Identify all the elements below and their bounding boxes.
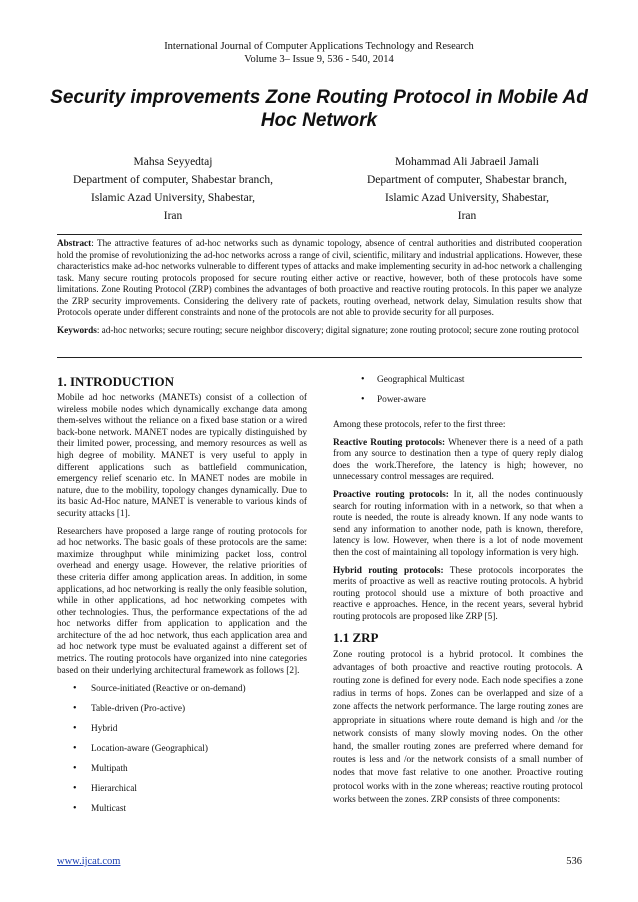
author-country: Iran: [163, 210, 183, 222]
author-department: Department of computer, Shabestar branch,: [72, 174, 274, 186]
author-university: Islamic Azad University, Shabestar,: [91, 192, 255, 204]
left-column: [57, 374, 307, 829]
right-column: [333, 374, 583, 813]
keywords-label: Keywords: [57, 325, 97, 335]
list-item: • Location-aware (Geographical): [57, 743, 307, 763]
abstract: [57, 238, 582, 319]
author-name: Mohammad Ali Jabraeil Jamali: [394, 156, 540, 168]
keywords-text: : ad-hoc networks; secure routing; secure neighbor discovery; digital signature; zone routing protocol; secure zone routing protocol: [96, 325, 580, 335]
protocol-category-list: [57, 683, 307, 823]
paragraph-proactive: [333, 490, 583, 560]
author-country: Iran: [457, 210, 477, 222]
author-university: Islamic Azad University, Shabestar,: [385, 192, 549, 204]
abstract-label: Abstract: [57, 238, 92, 248]
author-block-1: [48, 153, 298, 225]
journal-website-link[interactable]: www.ijcat.com: [57, 856, 121, 867]
author-department: Department of computer, Shabestar branch,: [366, 174, 568, 186]
list-item: • Source-initiated (Reactive or on-demand): [57, 683, 307, 703]
list-item: • Hierarchical: [57, 783, 307, 803]
journal-name: International Journal of Computer Applications Technology and Research: [164, 41, 474, 52]
page-number: 536: [566, 856, 582, 867]
list-item: • Hybrid: [57, 723, 307, 743]
journal-header: [0, 40, 638, 66]
abstract-top-rule: [57, 234, 582, 235]
author-block-2: [342, 153, 592, 225]
keywords-bottom-rule: [57, 357, 582, 358]
hybrid-label: Hybrid routing protocols:: [333, 565, 444, 576]
list-item: • Power-aware: [333, 394, 583, 414]
abstract-text: : The attractive features of ad-hoc networks such as dynamic topology, absence of central authorities and distributed cooperation hold the promise of revolutionizing the ad-hoc networks across a range of civil, scientific, military and industrial applications. However, these characteristics make ad-hoc networks vulnerable to different types of attacks and make implementing security in ad-hoc network a challenging task. Many secure routing protocols proposed for secure routing either active or reactive, however, both of these protocols have some limitations. Zone Routing Protocol (ZRP) combines the advantages of both proactive and reactive routing protocols. In this paper we analyze the ZRP security improvements. Considering the delivery rate of packets, routing overhead, network delay, Simulation results show that Protocols operate under different constraints and none of the protocols are not able to provide security for all purposes.: [57, 238, 582, 317]
subsection-heading-zrp: 1.1 ZRP: [333, 629, 379, 645]
list-item: • Multicast: [57, 803, 307, 823]
keywords: [57, 325, 582, 337]
paper-title: Security improvements Zone Routing Protocol in Mobile Ad Hoc Network: [50, 87, 588, 131]
paragraph: Mobile ad hoc networks (MANETs) consist of a collection of wireless mobile nodes which dynamically exchange data among them-selves without the reliance on a fixed base station or a wired back-bone network. MANET nodes are typically distinguished by their limited power, processing, and memory resources as well as high degree of mobility. MANET is very useful to apply in different applications such as battlefield communication, emergency relief scenario etc. In MANET nodes are mobile in nature, due to the mobility, topology changes dynamically. Due to its basic Ad-Hoc nature, MANET is venerable to various kinds of security attacks [1].: [57, 393, 307, 519]
section-heading-introduction: 1. INTRODUCTION: [57, 374, 175, 389]
paragraph-hybrid: [333, 566, 583, 624]
proactive-text: In it, all the nodes continuously search for routing information with in a network, so that when a route is needed, the route is already known. If any node wants to send any information to another node, path is known, therefore, latency is low. However, when there is a lot of node movement then the cost of maintaining all topology information is very high.: [333, 489, 583, 558]
paragraph-zrp: Zone routing protocol is a hybrid protocol. It combines the advantages of both proactive and reactive routing protocols. A routing zone is defined for every node. Each node specifies a zone radius in terms of hops. Zones can be overlapped and size of a zone affects the network performance. The large routing zones are appropriate in situations where route demand is high and /or the network consists of many slowly moving nodes. On the other hand, the smaller routing zones are preferred where demand for routes is less and /or the network consists of a small number of nodes that move fast relative to one another. Proactive routing protocol works with in the zone whereas; reactive routing protocol works between the zones. ZRP consists of three components:: [333, 649, 583, 805]
proactive-label: Proactive routing protocols:: [333, 489, 449, 500]
reactive-text: Whenever there is a need of a path from any source to destination then a type of query reply dialog does the work.Therefore, the latency is high; however, no unnecessary control messages are required.: [333, 437, 583, 483]
paragraph: Among these protocols, refer to the first three:: [333, 420, 506, 430]
paragraph: Researchers have proposed a large range of routing protocols for ad hoc networks. The basic goals of these protocols are the same: maximize throughput while minimizing packet loss, control overhead and energy usage. However, the relative priorities of these criteria differ among application areas. In addition, in some applications, ad hoc networking is really the only feasible solution, while in other applications, ad hoc networking competes with other technologies. Thus, the performance expectations of the ad hoc networks differ from application to application and the architecture of the ad hoc network, thus each application area and ad hoc network type must be evaluated against a different set of metrics. The routing protocols have organized into nine categories based on their underlying architectural framework as follows [2].: [57, 526, 307, 676]
hybrid-text: These protocols incorporates the merits of proactive as well as reactive routing protocols. A hybrid routing protocol should use a mixture of both proactive and reactive e approaches. Hence, in the recent years, several hybrid routing protocols are proposed like ZRP [5].: [333, 565, 584, 622]
list-item: • Table-driven (Pro-active): [57, 703, 307, 723]
protocol-category-list-continued: [333, 374, 583, 414]
author-name: Mahsa Seyyedtaj: [133, 156, 213, 168]
paragraph-reactive: [333, 438, 583, 484]
list-item: • Geographical Multicast: [333, 374, 583, 394]
list-item: • Multipath: [57, 763, 307, 783]
journal-volume: Volume 3– Issue 9, 536 - 540, 2014: [244, 54, 394, 65]
reactive-label: Reactive Routing protocols:: [333, 437, 446, 448]
